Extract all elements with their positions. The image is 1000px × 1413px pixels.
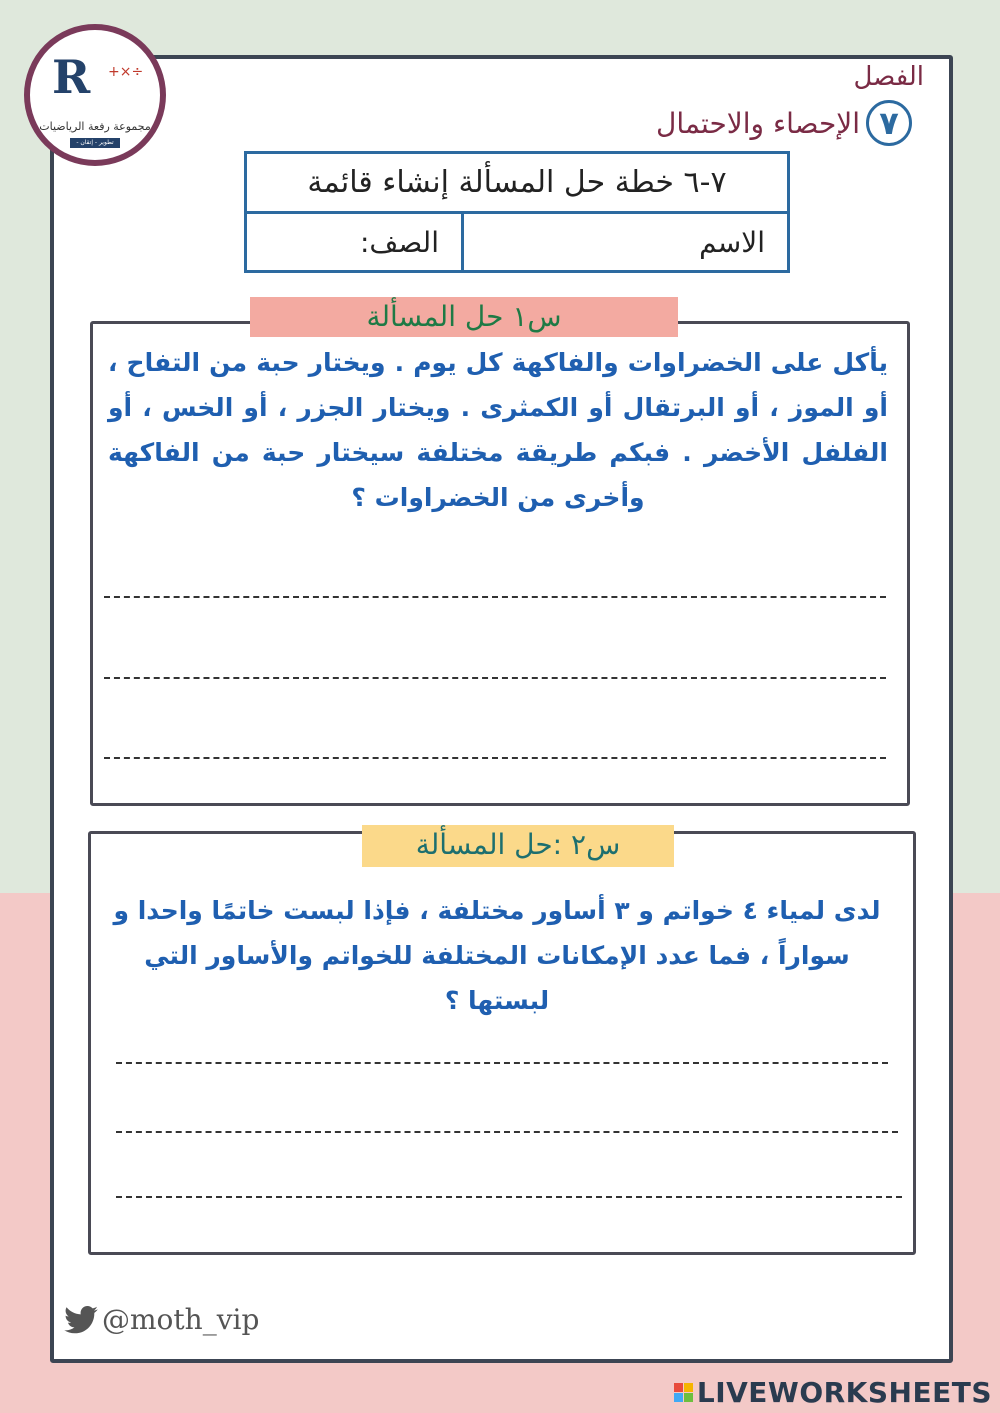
twitter-bird-icon — [64, 1306, 98, 1334]
name-label: الاسم — [699, 225, 765, 259]
logo-monogram: R — [52, 50, 91, 104]
q1-answer-line-3[interactable] — [104, 757, 886, 759]
q2-answer-line-2[interactable] — [116, 1131, 898, 1133]
q2-answer-line-1[interactable] — [116, 1062, 888, 1064]
question-1-label: س١ حل المسألة — [250, 297, 678, 337]
unit-number-badge: ٧ — [866, 100, 912, 146]
liveworksheets-brand[interactable] — [674, 1376, 992, 1409]
logo-math-symbols: +×÷ — [108, 64, 144, 80]
question-1-text: يأكل على الخضراوات والفاكهة كل يوم . ويختار حبة من التفاح ، أو الموز ، أو البرتقال أو الكمثرى . ويختار الجزر ، أو الخس ، أو الفلفل الأخضر . فبكم طريقة مختلفة سيختار حبة من الفاكهة وأخرى من الخضراوات ؟ — [108, 348, 888, 512]
q1-answer-line-1[interactable] — [104, 596, 886, 598]
question-2-label: س٢ :حل المسألة — [362, 825, 674, 867]
unit-heading — [656, 100, 912, 146]
liveworksheets-text: LIVEWORKSHEETS — [696, 1376, 992, 1409]
liveworksheets-icon — [674, 1383, 693, 1402]
lesson-title-table — [244, 151, 790, 273]
student-info-row — [247, 214, 787, 270]
logo-tagline: تطوير - إتقان - توثيق — [70, 138, 120, 148]
name-field[interactable] — [461, 214, 787, 270]
class-field[interactable] — [247, 214, 461, 270]
unit-title: الإحصاء والاحتمال — [655, 106, 860, 140]
q2-answer-line-3[interactable] — [116, 1196, 902, 1198]
class-label: الصف: — [359, 225, 439, 259]
chapter-label: الفصل — [853, 62, 924, 92]
question-2-text: لدى لمياء ٤ خواتم و ٣ أساور مختلفة ، فإذا لبست خاتمًا واحدا و سواراً ، فما عدد الإمكانات المختلفة للخواتم والأساور التي لبستها ؟ — [113, 896, 881, 1015]
lesson-title: ٧-٦ خطة حل المسألة إنشاء قائمة — [247, 154, 787, 214]
logo-caption: مجموعة رفعة الرياضيات — [39, 120, 151, 133]
logo — [24, 24, 166, 166]
handle-text: @moth_vip — [102, 1303, 260, 1336]
twitter-handle[interactable] — [64, 1303, 259, 1336]
q1-answer-line-2[interactable] — [104, 677, 886, 679]
